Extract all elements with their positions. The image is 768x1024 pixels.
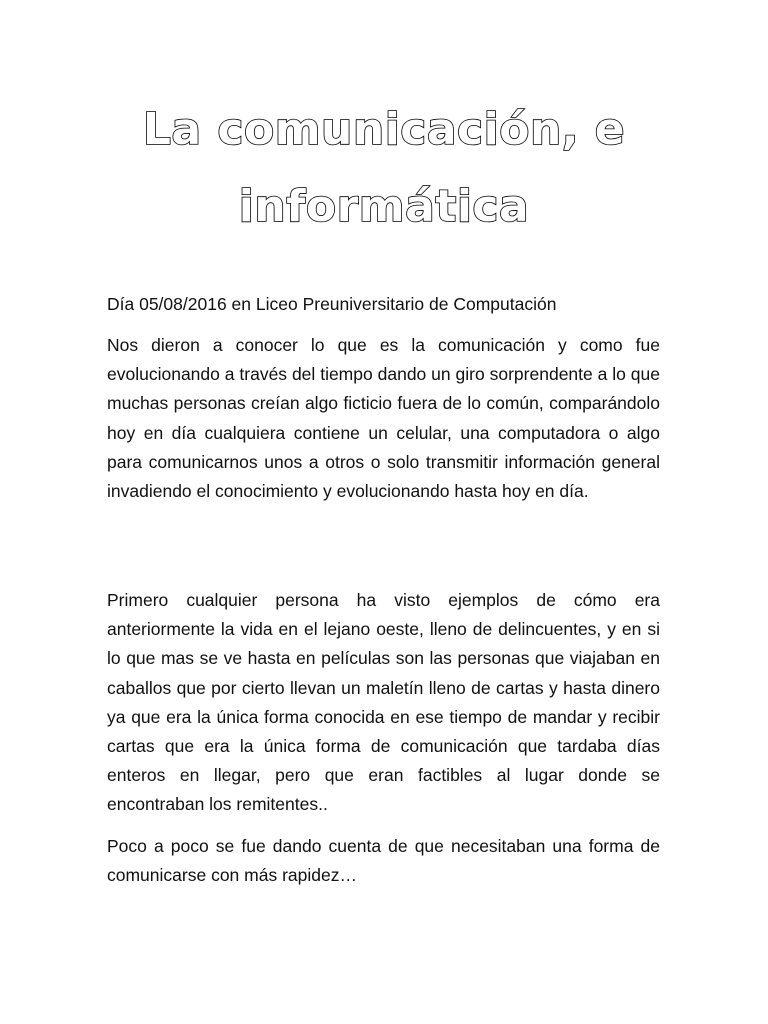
title-line-2: informática	[238, 181, 530, 232]
paragraph-1: Nos dieron a conocer lo que es la comunicación y como fue evolucionando a través del tiempo dando un giro sorprendente a lo que muchas personas creían algo ficticio fuera de lo común, comparándolo hoy en día cualquiera contiene un celular, una computadora o algo para comunicarnos unos a otros o solo transmitir información general invadiendo el conocimiento y evolucionando hasta hoy en día.	[107, 335, 660, 502]
date-line: Día 05/08/2016 en Liceo Preuniversitario de Computación	[107, 294, 557, 314]
paragraph-3: Poco a poco se fue dando cuenta de que necesitaban una forma de comunicarse con más rapidez…	[107, 836, 660, 886]
paragraph-2: Primero cualquier persona ha visto ejemplos de cómo era anteriormente la vida en el lejano oeste, lleno de delincuentes, y en si lo que mas se ve hasta en películas son las personas que viajaban en caballos que por cierto llevan un maletín lleno de cartas y hasta dinero ya que era la única forma conocida en ese tiempo de mandar y recibir cartas que era la única forma de comunicación que tardaba días enteros en llegar, pero que eran factibles al lugar donde se encontraban los remitentes..	[107, 590, 660, 815]
title-line-1: La comunicación, e	[142, 104, 626, 155]
